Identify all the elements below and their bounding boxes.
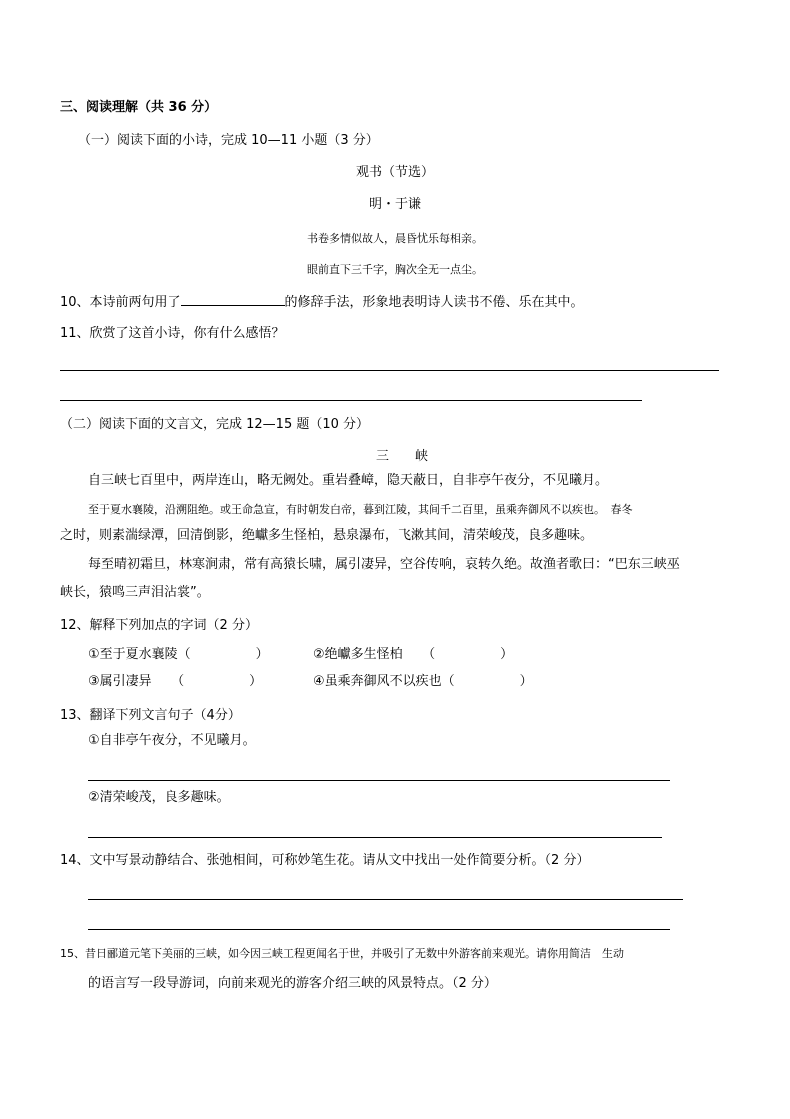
question-15-line-1: 15、昔日郦道元笔下美丽的三峡，如今因三峡工程更闻名于世，并吸引了无数中外游客前来观光。请你用简洁 生动 bbox=[60, 947, 624, 960]
question-12: 12、解释下列加点的字词（2 分） bbox=[60, 618, 258, 633]
question-15-line-2: 的语言写一段导游词，向前来观光的游客介绍三峡的风景特点。（2 分） bbox=[88, 976, 497, 991]
part2-intro: （二）阅读下面的文言文，完成 12—15 题（10 分） bbox=[60, 417, 370, 432]
poem-line-2: 眼前直下三千字，胸次全无一点尘。 bbox=[307, 263, 483, 276]
q11-answer-line-2[interactable] bbox=[60, 400, 642, 401]
text-paragraph-2-cont: 之时，则素湍绿潭，回清倒影，绝巘多生怪柏，悬泉瀑布，飞漱其间，清荣峻茂，良多趣味。 bbox=[60, 528, 594, 543]
question-11: 11、欣赏了这首小诗，你有什么感悟？ bbox=[60, 326, 285, 341]
text-paragraph-1: 自三峡七百里中，两岸连山，略无阙处。重岩叠嶂，隐天蔽日，自非亭午夜分，不见曦月。 bbox=[88, 473, 609, 488]
text-paragraph-3: 每至晴初霜旦，林寒涧肃，常有高猿长啸，属引凄异，空谷传响，哀转久绝。故渔者歌曰：“巴东三峡巫 bbox=[88, 557, 680, 572]
text-title: 三 峡 bbox=[376, 449, 429, 464]
question-14: 14、文中写景动静结合、张弛相间，可称妙笔生花。请从文中找出一处作简要分析。（2 分） bbox=[60, 853, 590, 868]
part1-intro: （一）阅读下面的小诗，完成 10—11 小题（3 分） bbox=[78, 133, 379, 148]
q12-item-b: ②绝巘多生怪柏 （ ） bbox=[313, 647, 514, 662]
q13-answer-line-a[interactable] bbox=[88, 780, 670, 781]
q10-answer-blank[interactable] bbox=[181, 293, 285, 306]
q13-item-b: ②清荣峻茂，良多趣味。 bbox=[88, 790, 230, 805]
q13-item-a: ①自非亭午夜分，不见曦月。 bbox=[88, 733, 256, 748]
q13-answer-line-b[interactable] bbox=[88, 837, 662, 838]
q12-item-d: ④虽乘奔御风不以疾也（ ） bbox=[313, 674, 533, 689]
q14-answer-line-2[interactable] bbox=[88, 929, 670, 930]
q14-answer-line-1[interactable] bbox=[88, 899, 683, 900]
q12-item-a: ①至于夏水襄陵（ ） bbox=[88, 647, 269, 662]
poem-line-1: 书卷多情似故人，晨昏忧乐每相亲。 bbox=[307, 232, 483, 245]
text-paragraph-2: 至于夏水襄陵，沿溯阻绝。或王命急宣，有时朝发白帝，暮到江陵，其间千二百里，虽乘奔御风不以疾也。 春冬 bbox=[88, 503, 633, 516]
q11-answer-line-1[interactable] bbox=[60, 370, 719, 371]
question-10 bbox=[60, 293, 584, 311]
poem-author: 明・于谦 bbox=[368, 197, 421, 212]
q12-item-c: ③属引凄异 （ ） bbox=[88, 674, 263, 689]
poem-title: 观书（节选） bbox=[355, 165, 434, 180]
text-paragraph-3-cont: 峡长，猿鸣三声泪沾裳”。 bbox=[60, 585, 210, 600]
q10-text-before: 10、本诗前两句用了 bbox=[60, 295, 181, 310]
question-13: 13、翻译下列文言句子（4分） bbox=[60, 708, 241, 723]
section3-heading: 三、阅读理解（共 36 分） bbox=[60, 100, 218, 115]
q10-text-after: 的修辞手法，形象地表明诗人读书不倦、乐在其中。 bbox=[284, 295, 584, 310]
